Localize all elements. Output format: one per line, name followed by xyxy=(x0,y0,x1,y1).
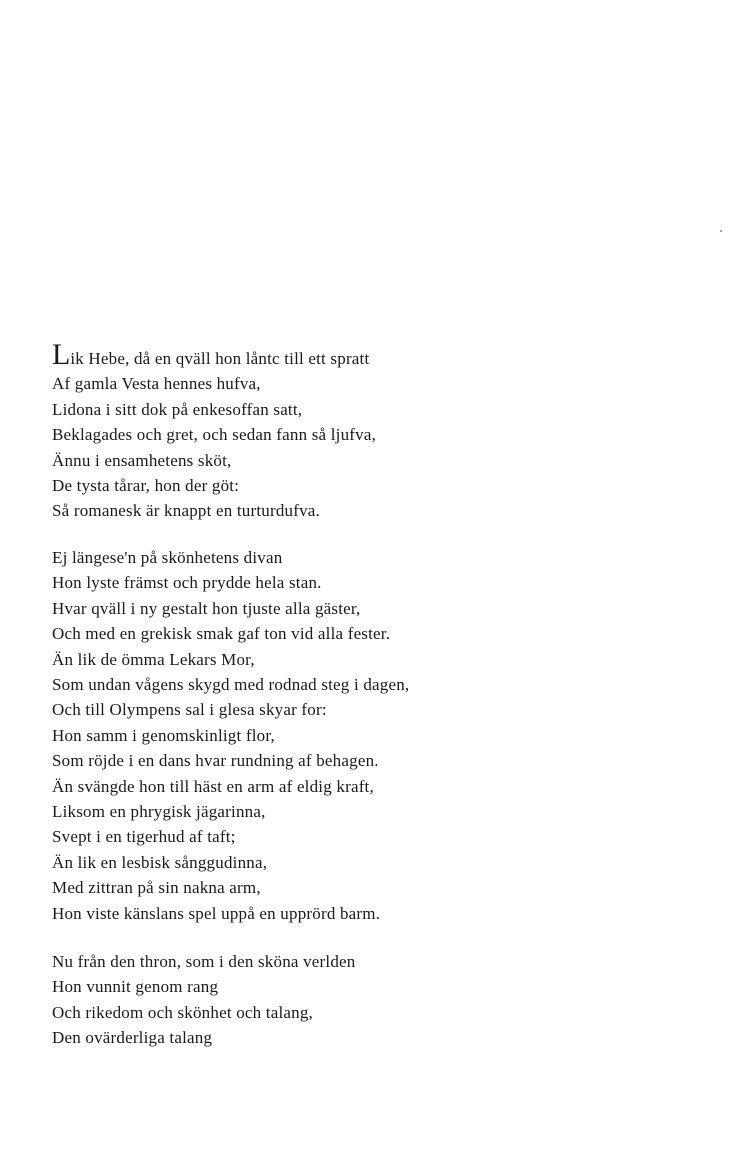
poem-line: Och till Olympens sal i glesa skyar for: xyxy=(52,700,327,720)
first-line-text: ik Hebe, då en qväll hon låntc till ett spratt xyxy=(70,349,370,368)
drop-initial: L xyxy=(52,338,71,371)
poem-line: Som röjde i en dans hvar rundning af behagen. xyxy=(52,751,379,771)
poem-line: Hvar qväll i ny gestalt hon tjuste alla gäster, xyxy=(52,598,361,618)
poem-line: Liksom en phrygisk jägarinna, xyxy=(52,802,266,822)
poem-line: Hon viste känslans spel uppå en upprörd barm. xyxy=(52,903,381,923)
poem-line: Hon vunnit genom rang xyxy=(52,977,219,997)
poem-line: Med zittran på sin nakna arm, xyxy=(52,878,261,898)
poem-line: Än svängde hon till häst en arm af eldig kraft, xyxy=(52,776,374,796)
page-speck xyxy=(720,230,722,232)
poem-line: Som undan vågens skygd med rodnad steg i dagen, xyxy=(52,675,410,695)
poem-line: Ej längese'n på skönhetens divan xyxy=(52,548,283,567)
poem-line-first xyxy=(52,338,376,371)
poem-line: Än lik en lesbisk sånggudinna, xyxy=(52,852,268,872)
poem-line: Så romanesk är knappt en turturdufva. xyxy=(52,501,320,521)
poem-line: Lidona i sitt dok på enkesoffan satt, xyxy=(52,399,303,419)
stanza-2 xyxy=(52,545,409,926)
poem-line: Nu från den thron, som i den sköna verlden xyxy=(52,952,356,971)
poem-line: Hon samm i genomskinligt flor, xyxy=(52,725,275,745)
poem-line: Beklagades och gret, och sedan fann så ljufva, xyxy=(52,425,377,445)
poem-line: De tysta tårar, hon der göt: xyxy=(52,476,240,496)
stanza-3 xyxy=(52,949,355,1051)
stanza-1 xyxy=(52,338,377,524)
poem-line: Och med en grekisk smak gaf ton vid alla fester. xyxy=(52,624,391,644)
poem-line: Hon lyste främst och prydde hela stan. xyxy=(52,573,322,593)
poem-line: Än lik de ömma Lekars Mor, xyxy=(52,649,255,669)
poem-line: Ännu i ensamhetens sköt, xyxy=(52,450,232,470)
poem-line: Af gamla Vesta hennes hufva, xyxy=(52,374,261,394)
poem-line: Den ovärderliga talang xyxy=(52,1028,213,1048)
poem-line: Och rikedom och skönhet och talang, xyxy=(52,1002,313,1022)
poem-line: Svept i en tigerhud af taft; xyxy=(52,827,236,847)
